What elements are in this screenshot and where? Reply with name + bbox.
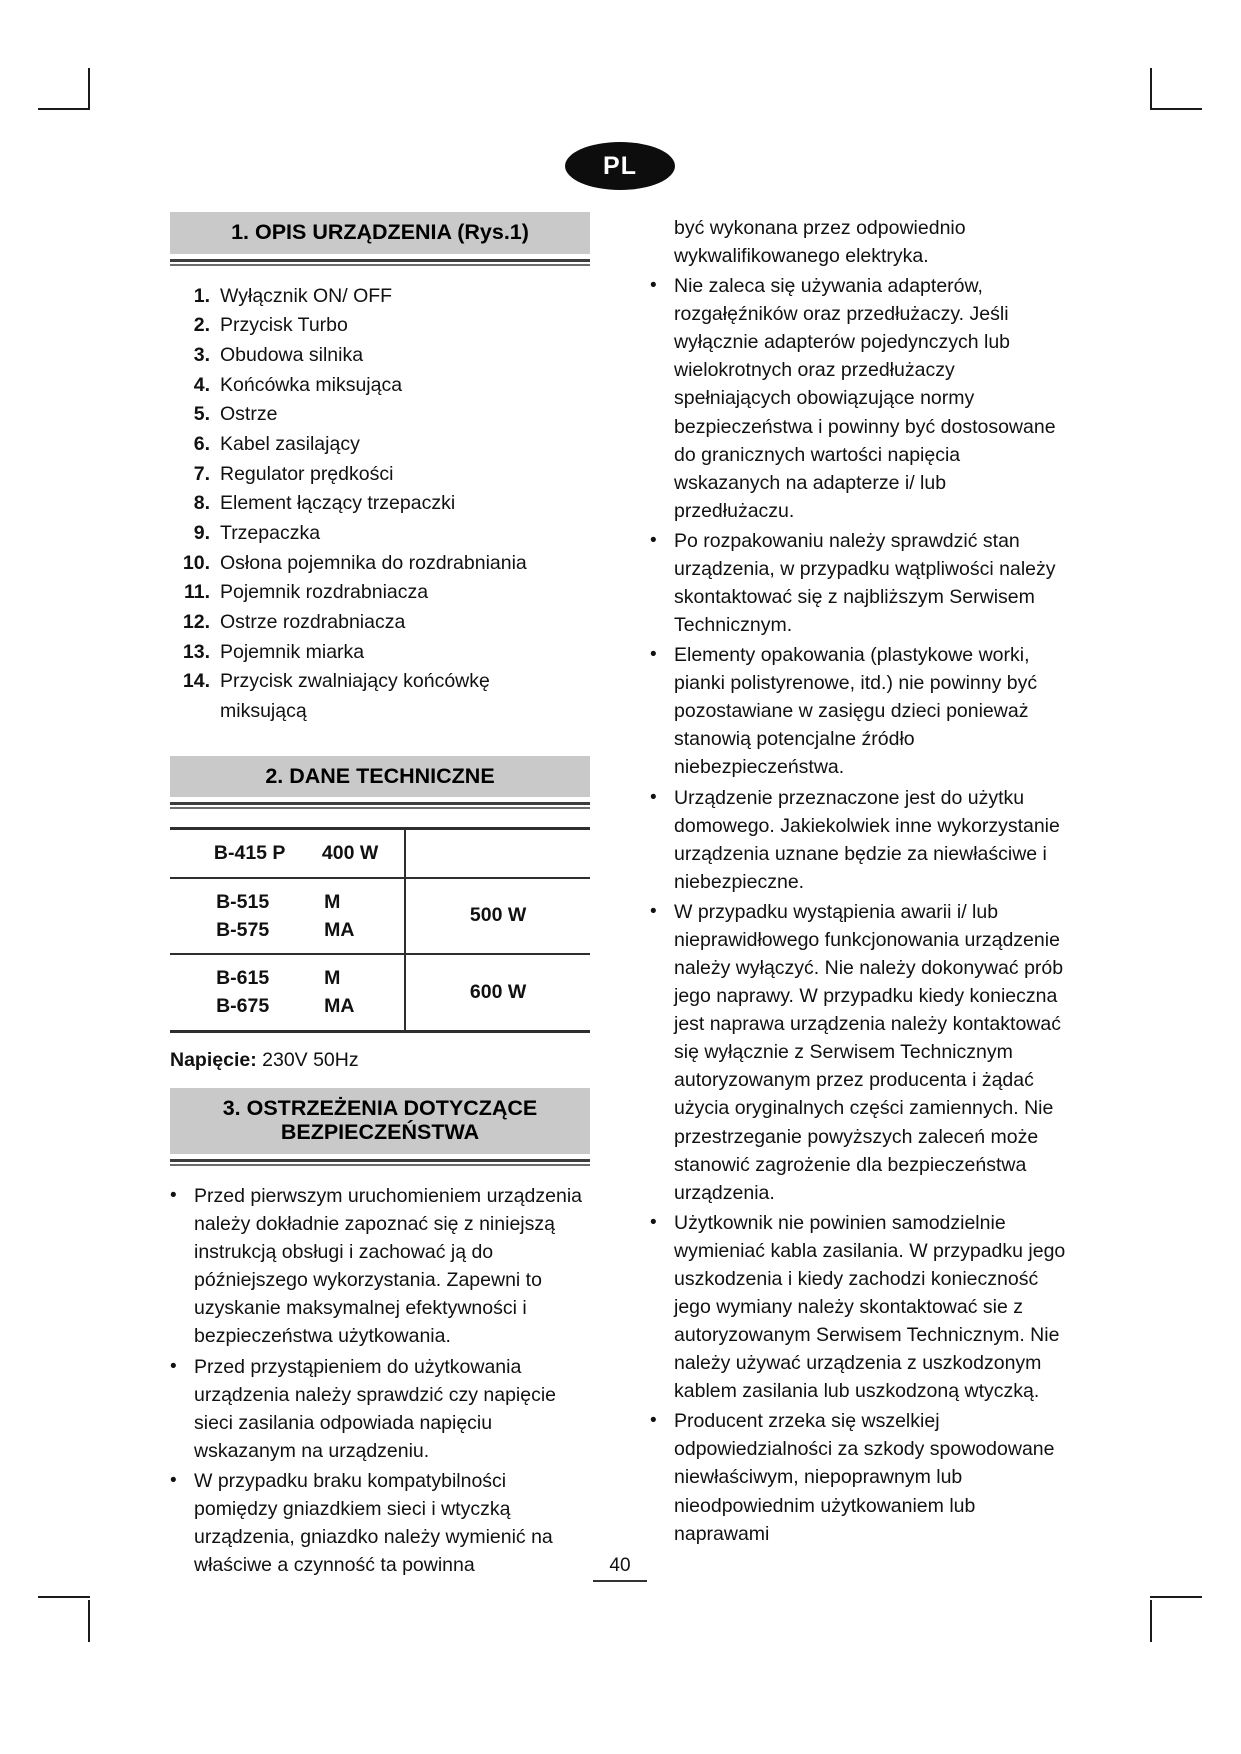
list-item bbox=[650, 1407, 1070, 1547]
technical-table-wrapper bbox=[170, 827, 590, 1032]
model-name: B-515 bbox=[216, 890, 270, 913]
table-row bbox=[170, 878, 590, 955]
model-cell bbox=[170, 829, 405, 878]
list-item bbox=[170, 1182, 590, 1350]
crop-mark-top-right-v bbox=[1150, 68, 1152, 110]
two-column-body bbox=[170, 212, 1070, 1581]
model-name: B-575 bbox=[216, 918, 270, 941]
list-item-label: Kabel zasilający bbox=[220, 433, 360, 455]
list-item bbox=[170, 460, 590, 489]
bullet-icon: • bbox=[650, 529, 657, 551]
model-name: B-415 P bbox=[213, 842, 286, 865]
bullet-text: W przypadku braku kompatybilności pomiędzy gniazdkiem sieci i wtyczką urządzenia, gniazdko należy wymienić na właściwe a czynność ta powinna bbox=[194, 1469, 553, 1577]
bullet-icon: • bbox=[650, 275, 657, 297]
table-row bbox=[170, 954, 590, 1030]
section-safety-heading bbox=[170, 1088, 590, 1154]
bullet-icon: • bbox=[650, 1410, 657, 1432]
list-item-label: Przycisk Turbo bbox=[220, 314, 348, 337]
list-item-label: Ostrze bbox=[220, 403, 278, 426]
list-item-label: Trzepaczka bbox=[220, 521, 321, 544]
list-item bbox=[170, 371, 590, 400]
bullet-icon: • bbox=[170, 1469, 177, 1491]
model-row bbox=[174, 916, 400, 944]
list-item bbox=[170, 578, 590, 607]
list-item-number: 2. bbox=[193, 314, 210, 337]
list-item-number: 11. bbox=[183, 581, 210, 604]
list-item bbox=[170, 282, 590, 311]
voltage-value: 230V 50Hz bbox=[262, 1048, 359, 1071]
manual-page bbox=[170, 130, 1070, 1610]
list-item-label: Końcówka miksująca bbox=[220, 373, 403, 396]
section-description-rules bbox=[170, 259, 590, 266]
rule-thick bbox=[170, 259, 590, 262]
bullet-text: Użytkownik nie powinien samodzielnie wymieniać kabla zasilania. W przypadku jego uszkodzenia i kiedy zachodzi konieczność jego wymiany należy skontaktować sie z autoryzowanym Serwisem Technicznym. Nie należy używać urządzenia z uszkodzonym kablem zasilania lub uszkodzoną wtyczką. bbox=[674, 1211, 1066, 1403]
list-item bbox=[650, 898, 1070, 1207]
list-item bbox=[170, 489, 590, 518]
bullet-text: Producent zrzeka się wszelkiej odpowiedzialności za szkody spowodowane niewłaściwym, niepoprawnym lub nieodpowiednim użytkowaniem lub naprawami bbox=[674, 1410, 1055, 1545]
list-item bbox=[170, 341, 590, 370]
bullet-icon: • bbox=[650, 786, 657, 808]
bullet-icon: • bbox=[170, 1355, 177, 1377]
list-item bbox=[650, 641, 1070, 781]
page-footer bbox=[170, 1555, 1070, 1582]
list-item bbox=[170, 1353, 590, 1465]
section-safety bbox=[170, 1088, 590, 1166]
power-cell bbox=[405, 829, 590, 878]
model-suffix: MA bbox=[324, 918, 355, 941]
list-item-label: Element łączący trzepaczki bbox=[220, 492, 456, 515]
model-name: B-675 bbox=[216, 995, 270, 1018]
list-item-number: 13. bbox=[182, 640, 210, 663]
model-cell bbox=[170, 954, 405, 1030]
section-description-heading: 1. OPIS URZĄDZENIA (Rys.1) bbox=[170, 212, 590, 254]
voltage-label: Napięcie: bbox=[170, 1048, 257, 1071]
continuation-paragraph: być wykonana przez odpowiednio wykwalifikowanego elektryka. bbox=[674, 217, 966, 268]
section-technical bbox=[170, 756, 590, 810]
power-cell: 500 W bbox=[405, 878, 590, 955]
list-item bbox=[650, 527, 1070, 639]
parts-list-continuation: miksującą bbox=[220, 699, 307, 722]
list-item-number: 7. bbox=[193, 462, 210, 485]
model-name: B-615 bbox=[216, 967, 270, 990]
list-item bbox=[650, 1209, 1070, 1406]
crop-mark-bottom-left-h bbox=[38, 1596, 90, 1598]
section-safety-heading-line2: BEZPIECZEŃSTWA bbox=[280, 1120, 480, 1145]
bullet-text: Urządzenie przeznaczone jest do użytku domowego. Jakiekolwiek inne wykorzystanie urządzenia uznane będzie za niewłaściwe i niebezpieczne. bbox=[674, 786, 1060, 893]
rule-thin bbox=[170, 807, 590, 809]
list-item-label: Wyłącznik ON/ OFF bbox=[220, 284, 393, 307]
list-item bbox=[170, 549, 590, 578]
language-badge: PL bbox=[565, 142, 675, 190]
bullet-text: Elementy opakowania (plastykowe worki, pianki polistyrenowe, itd.) nie powinny być pozostawiane w zasięgu dzieci ponieważ stanowią potencjalne źródło niebezpieczeństwa. bbox=[674, 644, 1038, 779]
rule-thin bbox=[170, 1164, 590, 1166]
list-item-number: 4. bbox=[193, 373, 210, 396]
list-item bbox=[170, 519, 590, 548]
model-suffix: M bbox=[324, 890, 341, 913]
list-item-number: 3. bbox=[193, 344, 210, 367]
bullet-text: Po rozpakowaniu należy sprawdzić stan urządzenia, w przypadku wątpliwości należy skontaktować się z najbliższym Serwisem Technicznym. bbox=[674, 529, 1056, 637]
list-item-label: Pojemnik rozdrabniacza bbox=[220, 581, 429, 604]
crop-mark-top-left-v bbox=[88, 68, 90, 110]
list-item bbox=[650, 272, 1070, 525]
rule-thick bbox=[170, 802, 590, 805]
list-item-number: 1. bbox=[193, 284, 210, 307]
section-description bbox=[170, 212, 590, 266]
list-item bbox=[170, 430, 590, 459]
model-row bbox=[174, 992, 400, 1020]
list-item bbox=[170, 638, 590, 667]
list-item bbox=[170, 311, 590, 340]
technical-table bbox=[170, 827, 590, 1029]
voltage-line bbox=[170, 1049, 590, 1072]
model-suffix: M bbox=[324, 967, 341, 990]
section-technical-heading: 2. DANE TECHNICZNE bbox=[170, 756, 590, 798]
power-cell: 600 W bbox=[405, 954, 590, 1030]
list-item bbox=[170, 400, 590, 429]
list-item-number: 6. bbox=[193, 433, 210, 455]
right-column bbox=[650, 212, 1070, 1581]
safety-bullets-right bbox=[650, 272, 1070, 1548]
section-technical-rules bbox=[170, 802, 590, 809]
bullet-text: Przed pierwszym uruchomieniem urządzenia należy dokładnie zapoznać się z niniejszą instrukcją obsługi i zachować ją do późniejszego wykorzystania. Zapewni to uzyskanie maksymalnej efektywności i bezpieczeństwa użytkowania. bbox=[194, 1185, 582, 1348]
bullet-text: W przypadku wystąpienia awarii i/ lub nieprawidłowego funkcjonowania urządzenie należy wyłączyć. Nie należy dokonywać prób jego naprawy. W przypadku kiedy konieczna jest naprawa urządzenia należy kontaktować się wyłącznie z Serwisem Technicznym autoryzowanym przez producenta i żądać użycia oryginalnych części zamiennych. Nie przestrzeganie powyższych zaleceń może stanowić zagrożenie dla bezpieczeństwa urządzenia. bbox=[674, 900, 1064, 1204]
list-item-label: Obudowa silnika bbox=[220, 344, 364, 367]
left-column bbox=[170, 212, 590, 1581]
page-number: 40 bbox=[593, 1555, 647, 1582]
table-bottom-rule bbox=[170, 1030, 590, 1033]
crop-mark-bottom-right-h bbox=[1150, 1596, 1202, 1598]
safety-bullets-left bbox=[170, 1182, 590, 1579]
bullet-icon: • bbox=[650, 644, 657, 666]
list-item-number: 9. bbox=[193, 521, 210, 544]
list-item-number: 5. bbox=[193, 403, 210, 426]
model-cell bbox=[170, 878, 405, 955]
list-item bbox=[170, 608, 590, 637]
list-item-number: 14. bbox=[182, 670, 210, 693]
list-item-label: Przycisk zwalniający końcówkę bbox=[220, 670, 490, 693]
model-row bbox=[174, 964, 400, 992]
rule-thick bbox=[170, 1159, 590, 1162]
list-item-number: 12. bbox=[182, 610, 210, 633]
list-item-label: Ostrze rozdrabniacza bbox=[220, 610, 406, 633]
parts-list bbox=[170, 282, 590, 696]
model-power: 400 W bbox=[321, 842, 379, 865]
model-row bbox=[174, 839, 400, 867]
list-item bbox=[650, 784, 1070, 896]
rule-thin bbox=[170, 264, 590, 266]
model-suffix: MA bbox=[324, 995, 355, 1018]
bullet-icon: • bbox=[650, 900, 657, 922]
model-row bbox=[174, 888, 400, 916]
crop-mark-bottom-right-v bbox=[1150, 1600, 1152, 1642]
list-item-label: Osłona pojemnika do rozdrabniania bbox=[220, 551, 527, 574]
crop-mark-top-left-h bbox=[38, 108, 90, 110]
table-row bbox=[170, 829, 590, 878]
bullet-icon: • bbox=[170, 1185, 177, 1207]
list-item-number: 10. bbox=[182, 551, 210, 574]
crop-mark-bottom-left-v bbox=[88, 1600, 90, 1642]
list-item bbox=[170, 667, 590, 696]
section-safety-rules bbox=[170, 1159, 590, 1166]
section-safety-heading-line1: 3. OSTRZEŻENIA DOTYCZĄCE bbox=[222, 1095, 538, 1120]
list-item-number: 8. bbox=[193, 492, 210, 515]
bullet-text: Nie zaleca się używania adapterów, rozgałęźników oraz przedłużaczy. Jeśli wyłącznie adapterów pojedynczych lub wielokrotnych oraz przedłużaczy spełniających obowiązujące normy bezpieczeństwa i powinny być dostosowane do granicznych wartości napięcia wskazanych na adapterze i/ lub przedłużaczu. bbox=[674, 275, 1056, 522]
bullet-text: Przed przystąpieniem do użytkowania urządzenia należy sprawdzić czy napięcie sieci zasilania odpowiada napięciu wskazanym na urządzeniu. bbox=[194, 1355, 557, 1462]
list-item-label: Regulator prędkości bbox=[220, 462, 394, 485]
bullet-icon: • bbox=[650, 1211, 657, 1233]
list-item-label: Pojemnik miarka bbox=[220, 640, 365, 663]
crop-mark-top-right-h bbox=[1150, 108, 1202, 110]
